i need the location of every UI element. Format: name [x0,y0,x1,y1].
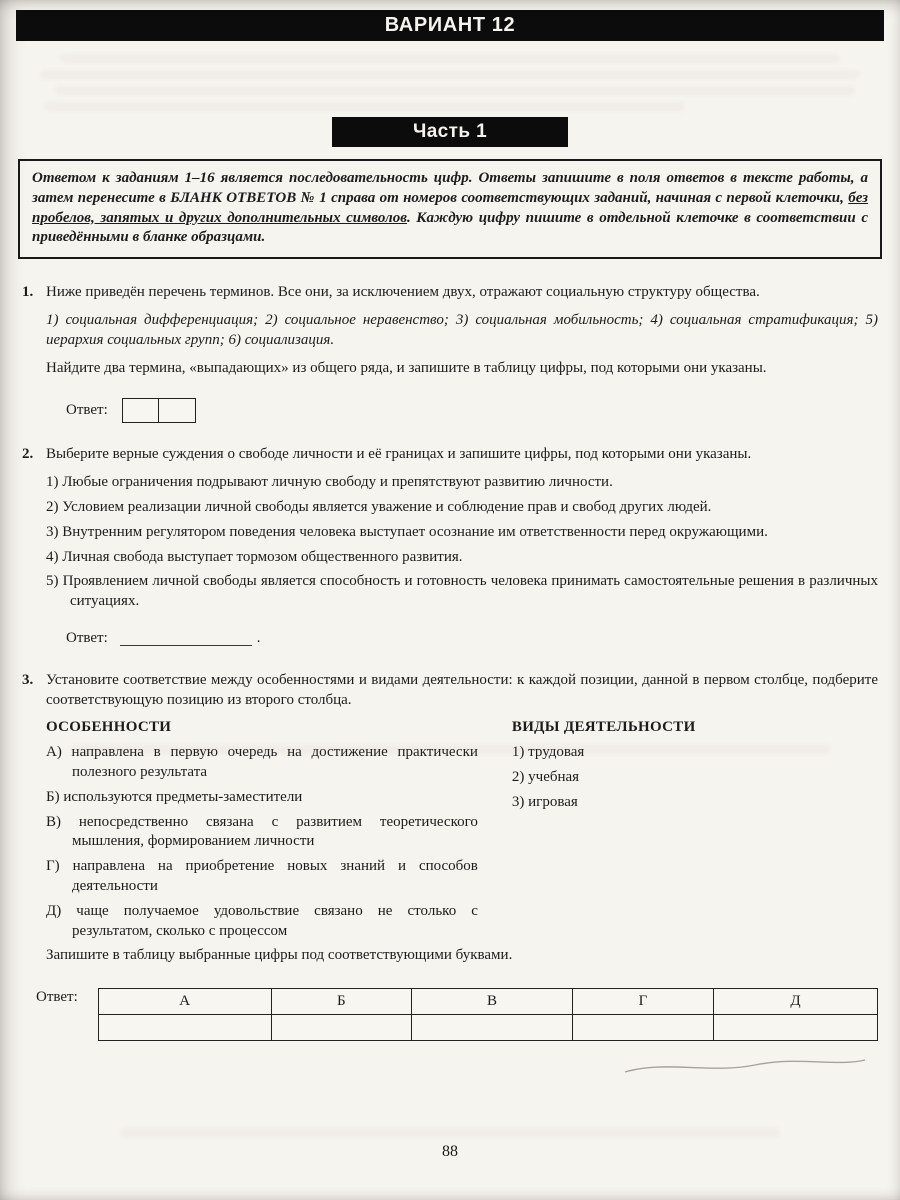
pencil-mark [620,1052,870,1082]
feature-item: В) непосредственно связана с развитием теоретического мышления, формированием личности [46,813,478,850]
features-column-header: ОСОБЕННОСТИ [46,719,172,736]
answer-table-header-cell: Г [572,989,713,1015]
answer-table-header-cell: В [412,989,573,1015]
activity-types-header: ВИДЫ ДЕЯТЕЛЬНОСТИ [511,719,696,736]
instruction-text: Ответом к заданиям 1–16 является последовательность цифр. Ответы запишите в поля ответов в тексте работы, а затем перенесите в [32,170,868,206]
answer-table-empty-cell [412,1015,573,1041]
answer-label: Ответ: [66,401,108,418]
question-2-number: 2. [22,446,34,463]
question-2-intro: Выберите верные суждения о свободе личности и её границах и запишите цифры, под которыми они указаны. [46,446,752,463]
activity-type-item: 1) трудовая [511,744,585,761]
variant-header-bar [16,10,884,41]
part-title: Часть 1 [412,121,488,143]
question-3-intro: Установите соответствие между особенностями и видами деятельности: к каждой позиции, данной в первом столбце, подберите соответствующую позицию из второго столбца. [46,671,878,708]
part-header-bar [332,117,568,147]
activity-type-item: 3) игровая [511,793,578,810]
instruction-text: . Каждую цифру пишите в отдельной клеточке в соответствии с приведёнными в бланке образцами. [32,209,868,246]
feature-item: Д) чаще получаемое удовольствие связано не столько с результатом, сколько с процессом [46,902,478,939]
answer-blank-line [120,632,252,646]
feature-item: Г) направлена на приобретение новых знаний и способов деятельности [46,858,478,894]
question-3-answer-table [98,988,878,1041]
question-3 [0,671,900,974]
answer-table-header-row [98,989,877,1015]
question-1-answer-cells [122,398,196,423]
answer-table-empty-cell [572,1015,713,1041]
instruction-text: справа от номеров соответствующих заданий, начиная с первой клеточки, [326,189,849,206]
activity-types-list [512,743,878,812]
answer-suffix: . [256,629,261,646]
question-1-task: Найдите два термина, «выпадающих» из общего ряда, и запишите в таблицу цифры, под которыми они указаны. [46,359,767,376]
question-3-body [46,671,900,974]
instruction-underlined-phrase: без пробелов, запятых и других дополнительных символов [32,189,869,226]
question-3-task: Запишите в таблицу выбранные цифры под соответствующими буквами. [46,947,513,964]
question-1-number: 1. [22,284,34,301]
feature-item: А) направлена в первую очередь на достижение практически полезного результата [46,744,478,780]
bleed-through-artifact [60,54,840,63]
answer-label: Ответ: [66,629,108,646]
question-3-answer-row [36,988,878,1041]
answer-cell [159,398,196,423]
question-1-body [46,283,900,386]
bleed-through-artifact [45,102,685,111]
option-item: 3) Внутренним регулятором поведения человека выступает осознание им ответственности перед окружающими. [46,523,768,540]
question-2-options [46,473,878,612]
bleed-through-artifact [40,70,860,79]
answer-table-header-cell: Д [714,989,878,1015]
variant-title: ВАРИАНТ 12 [384,14,516,37]
option-item: 2) Условием реализации личной свободы является уважение и соблюдение прав и свобод других людей. [46,498,712,515]
question-1-terms: 1) социальная дифференциация; 2) социальное неравенство; 3) социальная мобильность; 4) социальная стратификация; 5) иерархия социальных групп; 6) социализация. [46,311,878,348]
features-list [46,743,478,941]
instruction-box [18,159,882,259]
activity-types-column [512,718,878,946]
bleed-through-artifact [55,86,855,95]
question-1-intro: Ниже приведён перечень терминов. Все они, за исключением двух, отражают социальную структуру общества. [46,284,760,301]
answer-label: Ответ: [36,989,78,1006]
question-2-answer-row [66,629,900,649]
page-number: 88 [442,1142,458,1160]
question-1 [0,283,900,386]
question-2 [0,445,900,617]
question-3-matching-columns [46,718,878,946]
option-item: 5) Проявлением личной свободы является способность и готовность человека принимать самостоятельные решения в различных ситуациях. [46,573,878,610]
option-item: 1) Любые ограничения подрывают личную свободу и препятствуют развитию личности. [46,474,613,491]
answer-table-header-cell: Б [271,989,411,1015]
question-3-number: 3. [22,671,34,688]
question-1-answer-row [66,398,900,423]
bleed-through-artifact [120,1128,780,1137]
answer-table-empty-cell [271,1015,411,1041]
activity-type-item: 2) учебная [511,768,580,785]
question-2-body [46,445,900,617]
option-item: 4) Личная свобода выступает тормозом общественного развития. [46,548,463,565]
answer-cell [122,398,159,423]
answer-table-empty-cell [714,1015,878,1041]
answer-table-input-row [98,1015,877,1041]
answer-table-empty-cell [98,1015,271,1041]
feature-item: Б) используются предметы-заместители [46,788,303,805]
instruction-answer-sheet-ref: БЛАНК ОТВЕТОВ № 1 [170,189,327,206]
features-column [46,718,512,946]
answer-table-header-cell: А [98,989,271,1015]
